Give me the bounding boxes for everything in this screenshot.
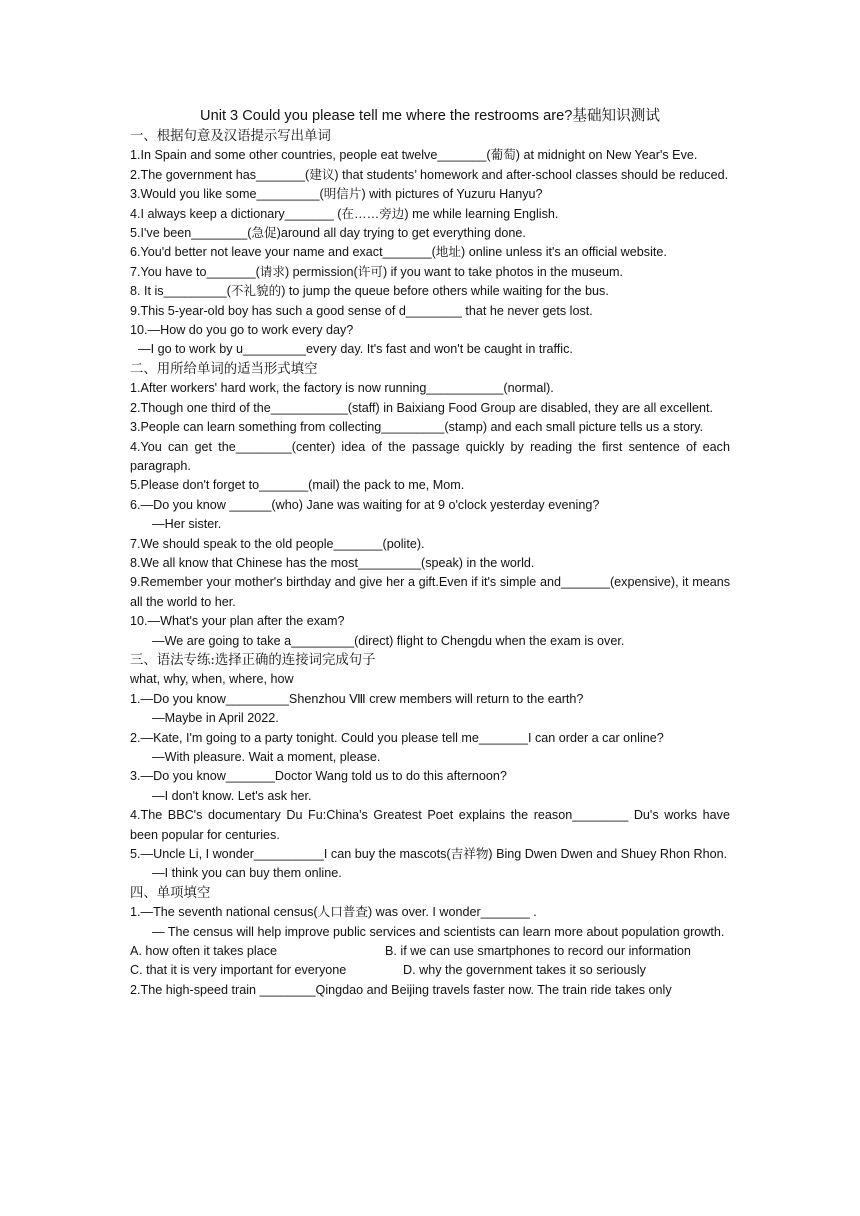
question-1-5: 5.I've been________(急促)around all day trying to get everything done. [130, 226, 526, 241]
question-2-3: 3.People can learn something from collecting_________(stamp) and each small picture tells us a story. [130, 420, 704, 435]
question-3-3: 3.—Do you know_______Doctor Wang told us to do this afternoon? [130, 769, 507, 784]
question-1-7: 7.You have to_______(请求) permission(许可) if you want to take photos in the museum. [130, 264, 624, 279]
answer-3-5: —I think you can buy them online. [152, 866, 342, 881]
question-2-6: 6.—Do you know ______(who) Jane was waiting for at 9 o'clock yesterday evening? [130, 497, 600, 512]
question-3-4: 4.The BBC's documentary Du Fu:China's Greatest Poet explains the reason________ Du's works have been popular for centuries. [130, 808, 730, 842]
question-4-1: 1.—The seventh national census(人口普查) was over. I wonder_______ . [130, 905, 537, 920]
question-2-8: 8.We all know that Chinese has the most_________(speak) in the world. [130, 555, 535, 570]
question-1-3: 3.Would you like some_________(明信片) with pictures of Yuzuru Hanyu? [130, 187, 543, 202]
question-2-1: 1.After workers' hard work, the factory is now running___________(normal). [130, 381, 554, 396]
section-heading-2: 二、用所给单词的适当形式填空 [130, 361, 318, 377]
option-c: C. that it is very important for everyone [130, 963, 347, 978]
answer-1-10: —I go to work by u_________every day. It's fast and won't be caught in traffic. [138, 342, 573, 357]
option-a: A. how often it takes place [130, 944, 278, 959]
answer-2-6: —Her sister. [152, 517, 222, 532]
answer-2-10: —We are going to take a_________(direct) flight to Chengdu when the exam is over. [152, 633, 625, 648]
question-2-4: 4.You can get the________(center) idea of the passage quickly by reading the first sentence of each paragraph. [130, 439, 730, 473]
answer-3-2: —With pleasure. Wait a moment, please. [152, 750, 381, 764]
worksheet-page [130, 106, 730, 1000]
question-1-1: 1.In Spain and some other countries, people eat twelve_______(葡萄) at midnight on New Year's Eve. [130, 148, 698, 163]
question-3-5: 5.—Uncle Li, I wonder__________I can buy the mascots(吉祥物) Bing Dwen Dwen and Shuey Rhon Rhon. [130, 847, 728, 862]
word-bank: what, why, when, where, how [130, 672, 294, 687]
answer-3-1: —Maybe in April 2022. [152, 711, 279, 726]
question-1-2: 2.The government has_______(建议) that students’ homework and after-school classes should be reduced. [130, 167, 729, 182]
worksheet-title: Unit 3 Could you please tell me where the restrooms are?基础知识测试 [200, 108, 660, 124]
question-2-10: 10.—What's your plan after the exam? [130, 614, 345, 629]
question-1-10: 10.—How do you go to work every day? [130, 323, 354, 338]
question-2-2: 2.Though one third of the___________(staff) in Baixiang Food Group are disabled, they are all excellent. [130, 400, 713, 415]
section-heading-1: 一、根据句意及汉语提示写出单词 [130, 129, 331, 144]
section-heading-3: 三、语法专练:选择正确的连接词完成句子 [130, 652, 376, 668]
options-row-ab [130, 942, 730, 961]
question-1-6: 6.You'd better not leave your name and exact_______(地址) online unless it's an official website. [130, 245, 667, 260]
answer-3-3: —I don't know. Let's ask her. [152, 788, 312, 803]
option-d: D. why the government takes it so seriously [403, 963, 646, 978]
options-row-cd [130, 961, 730, 980]
question-1-9: 9.This 5-year-old boy has such a good sense of d________ that he never gets lost. [130, 303, 593, 318]
question-4-2: 2.The high-speed train ________Qingdao and Beijing travels faster now. The train ride takes only [130, 982, 672, 997]
option-b: B. if we can use smartphones to record our information [385, 944, 691, 959]
question-1-8: 8. It is_________(不礼貌的) to jump the queue before others while waiting for the bus. [130, 284, 609, 299]
question-1-4: 4.I always keep a dictionary_______ (在……旁边) me while learning English. [130, 206, 559, 221]
question-2-5: 5.Please don't forget to_______(mail) the pack to me, Mom. [130, 478, 465, 493]
question-3-2: 2.—Kate, I'm going to a party tonight. Could you please tell me_______I can order a car online? [130, 730, 664, 745]
question-3-1: 1.—Do you know_________Shenzhou Ⅷ crew members will return to the earth? [130, 691, 584, 706]
question-2-9: 9.Remember your mother's birthday and give her a gift.Even if it's simple and_______(expensive), it means all the world to her. [130, 575, 730, 609]
answer-4-1: — The census will help improve public services and scientists can learn more about population growth. [152, 924, 725, 939]
question-2-7: 7.We should speak to the old people_______(polite). [130, 536, 425, 551]
section-heading-4: 四、单项填空 [130, 885, 211, 901]
